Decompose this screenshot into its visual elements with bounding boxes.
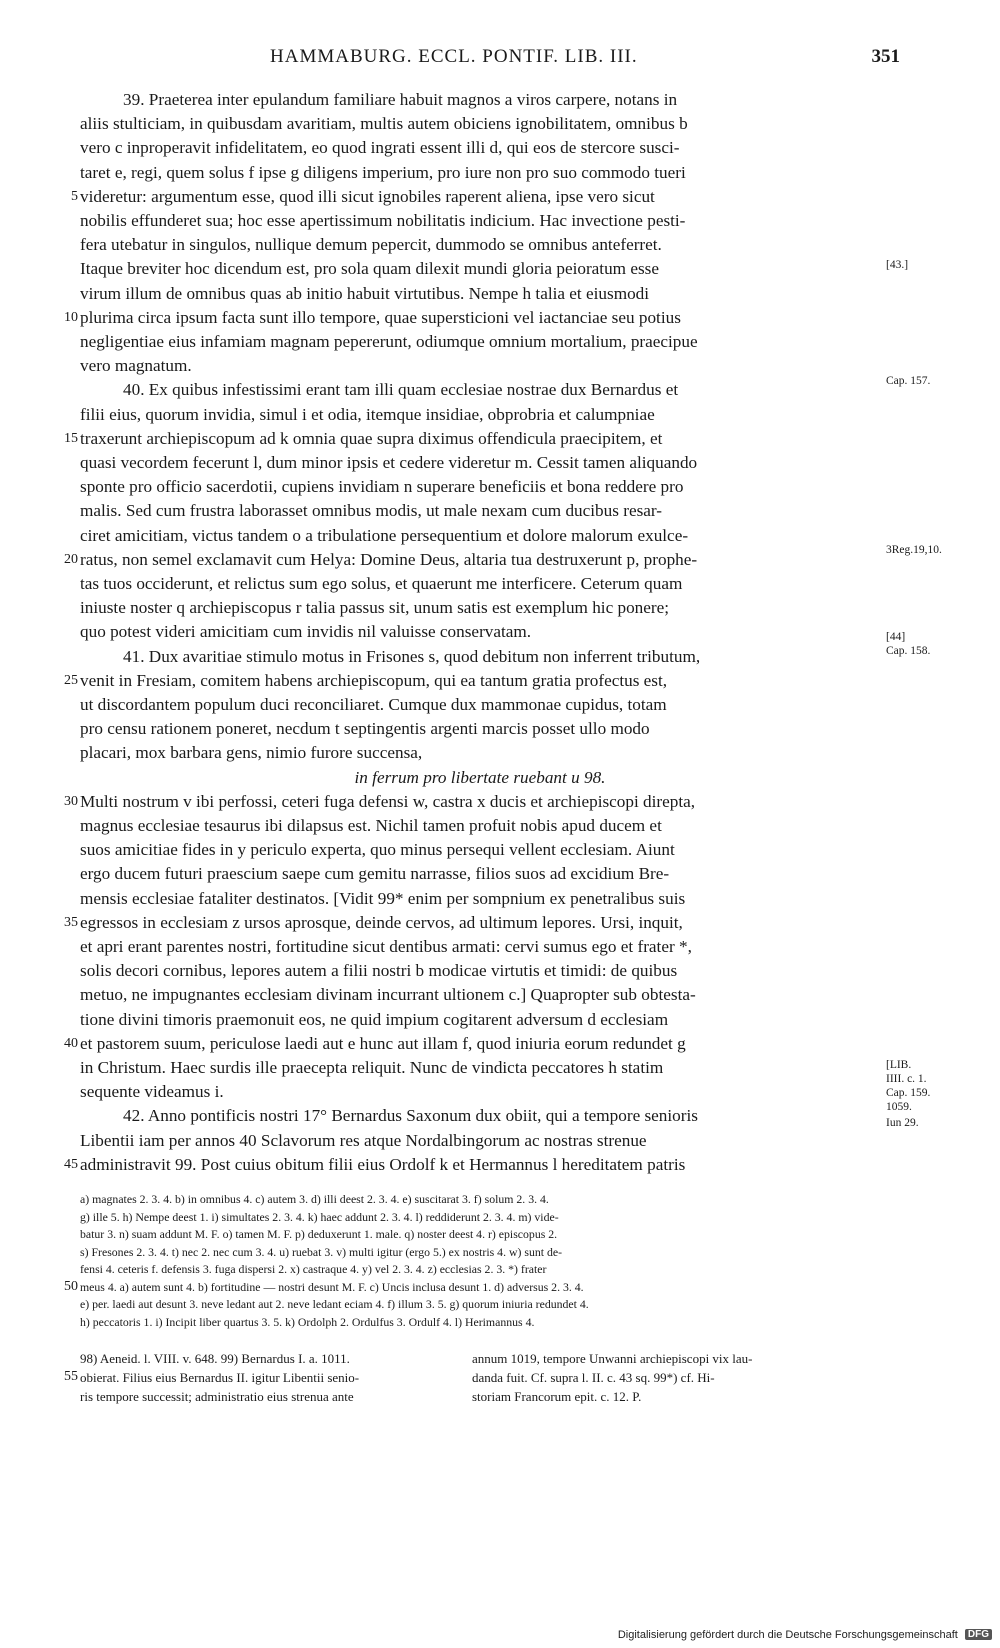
- text-line: et pastorem suum, periculose laedi aut e hunc aut illam f, quod iniuria eorum redundet g: [80, 1033, 686, 1053]
- text-line: filii eius, quorum invidia, simul i et odia, itemque insidiae, obprobria et calumpniae: [80, 404, 655, 424]
- variant-note-line: h) peccatoris 1. i) Incipit liber quartus 3. 5. k) Ordolph 2. Ordulfus 3. Ordulf 4. l) Herimannus 4.: [80, 1314, 535, 1329]
- margin-note: IIII. c. 1.: [886, 1073, 927, 1085]
- variant-note-line: s) Fresones 2. 3. 4. t) nec 2. nec cum 3. 4. u) ruebat 3. v) multi igitur (ergo 5.) ex nostris 4. w) sunt de-: [80, 1244, 563, 1259]
- text-line: virum illum de omnibus quas ab initio habuit virtutibus. Nempe h talia et eiusmodi: [80, 283, 650, 303]
- line-number: 5: [71, 188, 78, 204]
- text-line: iniuste noster q archiepiscopus r talia passus sit, unum satis est exemplum hic ponere;: [80, 598, 670, 618]
- variant-note-line: batur 3. n) suam addunt M. F. o) tamen M. F. p) deduxerunt 1. male. q) noster deest 4. r) episcopus 2.: [80, 1227, 558, 1241]
- commentary-line: storiam Francorum epit. c. 12. P.: [472, 1389, 642, 1404]
- text-line: taret e, regi, quem solus f ipse g diligens imperium, pro iure non pro suo commodo tueri: [80, 162, 686, 182]
- text-line: magnus ecclesiae tesaurus ibi dilapsus est. Nichil tamen profuit nobis apud ducem et: [80, 816, 662, 835]
- text-line: 40. Ex quibus infestissimi erant tam illi quam ecclesiae nostrae dux Bernardus et: [123, 380, 679, 400]
- variant-note-line: g) ille 5. h) Nempe deest 1. i) simultates 2. 3. 4. k) haec addunt 2. 3. 4. l) reddiderunt 2. 3. 4. m) vide-: [80, 1209, 559, 1224]
- line-number: 25: [64, 672, 78, 688]
- text-line: 41. Dux avaritiae stimulo motus in Frisones s, quod debitum non inferrent tributum,: [123, 646, 701, 666]
- commentary-line: 98) Aeneid. l. VIII. v. 648. 99) Bernardus I. a. 1011.: [80, 1351, 350, 1366]
- text-line: pro censu rationem poneret, necdum t septingentis argenti marcis posset ullo modo: [80, 719, 650, 739]
- text-line: 39. Praeterea inter epulandum familiare habuit magnos a viros carpere, notans in: [123, 90, 678, 109]
- text-line: Itaque breviter hoc dicendum est, pro sola quam dilexit mundi gloria peioratum esse: [80, 259, 659, 279]
- text-line: egressos in ecclesiam z ursos aprosque, deinde cervos, ad ultimum lepores. Ursi, inquit,: [80, 912, 683, 932]
- text-line: Libentii iam per annos 40 Sclavorum res atque Nordalbingorum ac nostras strenue: [80, 1130, 647, 1150]
- text-line: videretur: argumentum esse, quod illi sicut ignobiles raperent aliena, ipse vero sicut: [80, 186, 655, 206]
- text-line: plurima circa ipsum facta sunt illo tempore, quae supersticioni vel iactanciae seu potius: [80, 307, 681, 327]
- text-line: tas tuos occiderunt, et relictus sum ego solus, et quaerunt me interficere. Ceterum quam: [80, 574, 683, 593]
- margin-note: 1059.: [886, 1101, 912, 1113]
- line-number: 55: [64, 1369, 78, 1384]
- commentary-line: annum 1019, tempore Unwanni archiepiscopi vix lau-: [472, 1351, 753, 1366]
- commentary-line: obierat. Filius eius Bernardus II. igitur Libentii senio-: [80, 1370, 360, 1385]
- text-line: quo potest videri amicitiam cum invidis nil valuisse conservatam.: [80, 622, 532, 642]
- dfg-logo-icon: DFG: [965, 1629, 992, 1640]
- line-number: 40: [64, 1035, 78, 1051]
- text-line: suos amicitiae fides in y periculo experta, quo minus persequi vellent ecclesiam. Aiunt: [80, 840, 675, 860]
- text-line: ergo ducem futuri praescium saepe cum gemitu narrasse, filios suos ad excidium Bre-: [80, 864, 670, 884]
- margin-note: [LIB.: [886, 1059, 912, 1071]
- commentary-line: danda fuit. Cf. supra l. II. c. 43 sq. 99*) cf. Hi-: [472, 1370, 715, 1385]
- text-line: et apri erant parentes nostri, fortitudine sicut dentibus armati: cervi sumus ego et frater *,: [80, 937, 692, 956]
- text-line: ut discordantem populum duci reconciliaret. Cumque dux mammonae cupidus, totam: [80, 695, 667, 714]
- variant-note-line: fensi 4. ceteris f. defensis 3. fuga dispersi 2. x) castraque 4. y) vel 2. 3. 4. z) ecclesias 2. 3. *) frater: [80, 1262, 547, 1276]
- text-line: venit in Fresiam, comitem habens archiepiscopum, qui ea tantum gratia profectus est,: [80, 670, 668, 690]
- variant-note-line: e) per. laedi aut desunt 3. neve ledant aut 2. neve ledant eciam 4. f) illum 3. 5. g) quorum iniuria redundet 4.: [80, 1297, 589, 1311]
- line-number: 35: [64, 914, 78, 930]
- text-line: traxerunt archiepiscopum ad k omnia quae supra diximus offendicula praecipitem, et: [80, 428, 663, 448]
- text-line: solis decori cornibus, lepores autem a filii nostri b modicae virtutis et timidi: de quibus: [80, 961, 678, 981]
- margin-note: Cap. 158.: [886, 645, 931, 657]
- margin-note: 3Reg.19,10.: [886, 544, 942, 556]
- text-line: mensis ecclesiae fataliter destinatos. [Vidit 99* enim per sompnium ex penetralibus suis: [80, 888, 686, 908]
- text-line: administravit 99. Post cuius obitum filii eius Ordolf k et Hermannus l hereditatem patris: [80, 1154, 686, 1174]
- digitization-credit: [618, 1629, 992, 1641]
- line-number: 10: [64, 309, 78, 325]
- text-line: negligentiae eius infamiam magnam pepererunt, odiumque omnium mortalium, praecipue: [80, 332, 698, 351]
- text-line: 42. Anno pontificis nostri 17° Bernardus Saxonum dux obiit, qui a tempore senioris: [123, 1106, 698, 1126]
- line-number: 15: [64, 430, 78, 446]
- line-number: 45: [64, 1156, 78, 1172]
- text-line: ciret amicitiam, victus tandem o a tribulatione persequentium et dolore malorum exulce-: [80, 525, 689, 545]
- text-line: vero c inproperavit infidelitatem, eo quod ingrati essent illi d, qui eos de stercore susci-: [80, 138, 680, 158]
- variant-note-line: a) magnates 2. 3. 4. b) in omnibus 4. c) autem 3. d) illi deest 2. 3. 4. e) suscitarat 3. f) solum 2. 3. 4.: [80, 1192, 549, 1206]
- text-line: malis. Sed cum frustra laborasset omnibus modis, ut male nexam cum ducibus resar-: [80, 501, 662, 521]
- text-line: nobilis effunderet sua; hoc esse apertissimum nobilitatis indicium. Hac invectione pesti-: [80, 211, 686, 230]
- text-line: metuo, ne impugnantes ecclesiam divinam incurrant ultionem c.] Quapropter sub obtesta-: [80, 985, 696, 1005]
- text-line: sequente videamus i.: [80, 1082, 224, 1102]
- header-title: HAMMABURG. ECCL. PONTIF. LIB. III.: [270, 46, 638, 67]
- line-number: 50: [64, 1278, 78, 1294]
- margin-note: Cap. 159.: [886, 1087, 931, 1099]
- text-line: Multi nostrum v ibi perfossi, ceteri fuga defensi w, castra x ducis et archiepiscopi direpta,: [80, 791, 696, 811]
- text-line: ratus, non semel exclamavit cum Helya: Domine Deus, altaria tua destruxerunt p, prophe-: [80, 549, 698, 569]
- margin-note: Cap. 157.: [886, 375, 931, 387]
- variant-note-line: meus 4. a) autem sunt 4. b) fortitudine — nostri desunt M. F. c) Uncis inclusa desunt 1. d) adversus 2. 3. 4.: [80, 1279, 584, 1294]
- text-line: vero magnatum.: [80, 356, 192, 376]
- commentary-line: ris tempore successit; administratio eius strenua ante: [80, 1389, 354, 1404]
- text-line: in Christum. Haec surdis ille praecepta reliquit. Nunc de vindicta peccatores h statim: [80, 1058, 664, 1077]
- text-line: sponte pro officio sacerdotii, cupiens invidiam n superare beneficiis et bona reddere pro: [80, 477, 684, 497]
- margin-note: [43.]: [886, 259, 909, 271]
- text-line: in ferrum pro libertate ruebant u 98.: [354, 767, 606, 787]
- margin-note: [44]: [886, 631, 906, 643]
- margin-note: Iun 29.: [886, 1117, 919, 1129]
- line-number: 20: [64, 551, 78, 567]
- text-line: aliis stulticiam, in quibusdam avaritiam, multis autem obiciens ignobilitatem, omnibus b: [80, 114, 688, 134]
- text-line: tione divini timoris praemonuit eos, ne quid impium cogitarent adversum d ecclesiam: [80, 1009, 669, 1029]
- text-line: placari, mox barbara gens, nimio furore succensa,: [80, 743, 423, 763]
- page-number: 351: [871, 46, 900, 67]
- text-line: quasi vecordem fecerunt l, dum minor ipsis et cedere videretur m. Cessit tamen aliquando: [80, 453, 698, 472]
- line-number: 30: [64, 793, 78, 809]
- running-header: [80, 46, 900, 76]
- credit-text: Digitalisierung gefördert durch die Deutsche Forschungsgemeinschaft: [617, 1629, 958, 1641]
- text-line: fera utebatur in singulos, nullique demum pepercit, dummodo se omnibus anteferret.: [80, 235, 662, 255]
